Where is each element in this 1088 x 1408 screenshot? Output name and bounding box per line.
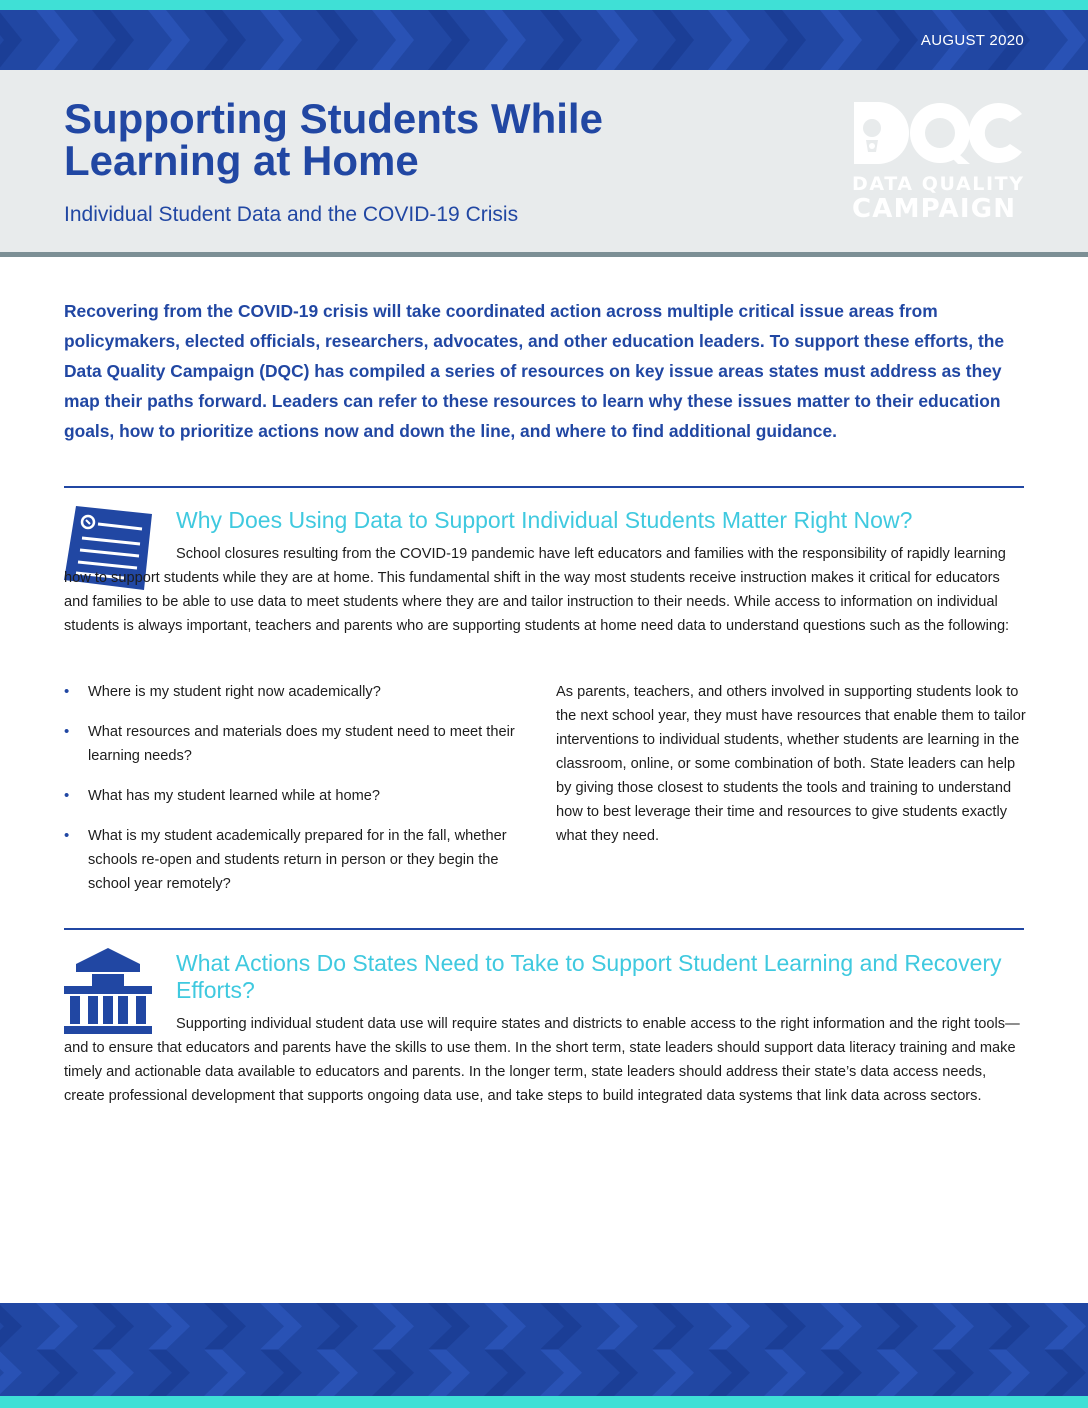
chevron-pattern [0, 1303, 1088, 1396]
chevron-shape [652, 1303, 694, 1350]
section-paragraph-text: Supporting individual student data use will require states and districts to enable access to the right information and the right tools—and to ensure that educators and parents have the skills to use them. In the short term, state leaders should support data literacy training and make timely and actionable data available to educators and parents. In the longer term, state leaders should address their state’s data access needs, create professional development that supports ongoing data use, and take steps to build integrated data systems that link data across sectors. [64, 1016, 1020, 1104]
chevron-shape [372, 1303, 414, 1350]
chevron-shape [820, 10, 862, 70]
page-title [64, 95, 724, 184]
intro-paragraph: Recovering from the COVID-19 crisis will take coordinated action across multiple critical issue areas from policymakers, elected officials, researchers, advocates, and other education leaders. To support these efforts, the Data Quality Campaign (DQC) has compiled a series of resources on key issue areas states must address as they map their paths forward. Leaders can refer to these resources to learn why these issues matter to their education goals, how to prioritize actions now and down the line, and where to find additional guidance. [64, 301, 1005, 441]
list-item: • What resources and materials does my student need to meet their learning needs? [64, 720, 534, 768]
chevron-shape [876, 1303, 918, 1350]
chevron-shape [92, 1303, 134, 1350]
chevron-shape [92, 1350, 134, 1397]
chevron-shape [540, 1303, 582, 1350]
chevron-shape [484, 1350, 526, 1397]
chevron-shape [596, 1350, 638, 1397]
chevron-shape [484, 1303, 526, 1350]
title-line-2: Learning at Home [64, 137, 419, 184]
chevron-shape [372, 10, 414, 70]
chevron-shape [820, 1350, 862, 1397]
chevron-shape [36, 10, 78, 70]
chevron-shape [1044, 10, 1086, 70]
chevron-shape [596, 1303, 638, 1350]
section-divider [64, 486, 1024, 488]
chevron-shape [540, 10, 582, 70]
chevron-shape [316, 1350, 358, 1397]
chevron-shape [988, 1303, 1030, 1350]
chevron-shape [988, 1350, 1030, 1397]
chevron-shape [316, 1303, 358, 1350]
chevron-shape [0, 1303, 22, 1350]
header-divider [0, 252, 1088, 257]
section-paragraph [64, 1012, 1024, 1108]
section-paragraph [64, 542, 1024, 638]
chevron-shape [764, 1350, 806, 1397]
chevron-shape [708, 1350, 750, 1397]
chevron-shape [148, 1303, 190, 1350]
chevron-shape [596, 10, 638, 70]
top-banner [0, 0, 1088, 70]
dqc-logo-mark [852, 100, 1024, 166]
publication-date: AUGUST 2020 [920, 32, 1024, 49]
chevron-shape [932, 1350, 974, 1397]
section-heading-why: Why Does Using Data to Support Individual Students Matter Right Now? [176, 507, 913, 533]
list-item: • Where is my student right now academically? [64, 680, 534, 704]
dqc-logo [852, 100, 1027, 224]
chevron-shape [764, 10, 806, 70]
chevron-shape [36, 1303, 78, 1350]
chevron-shape [764, 1303, 806, 1350]
chevron-shape [148, 1350, 190, 1397]
chevron-shape [204, 10, 246, 70]
page-subtitle: Individual Student Data and the COVID-19 Crisis [64, 203, 519, 226]
chevron-shape [932, 1303, 974, 1350]
chevron-shape [260, 10, 302, 70]
chevron-shape [92, 10, 134, 70]
chevron-shape [484, 10, 526, 70]
chevron-shape [260, 1350, 302, 1397]
logo-text-data-quality: DATA QUALITY [852, 173, 1025, 195]
section-divider [64, 928, 1024, 930]
chevron-shape [0, 10, 22, 70]
list-item: • What has my student learned while at home? [64, 784, 534, 808]
chevron-shape [876, 1350, 918, 1397]
chevron-shape [820, 1303, 862, 1350]
chevron-shape [1044, 1350, 1086, 1397]
chevron-shape [876, 10, 918, 70]
chevron-shape [204, 1350, 246, 1397]
chevron-shape [652, 10, 694, 70]
chevron-shape [428, 10, 470, 70]
chevron-shape [708, 10, 750, 70]
chevron-shape [372, 1350, 414, 1397]
logo-text-campaign: CAMPAIGN [852, 194, 1017, 224]
chevron-shape [652, 1350, 694, 1397]
chevron-shape [540, 1350, 582, 1397]
chevron-shape [316, 10, 358, 70]
chevron-shape [1044, 1303, 1086, 1350]
question-list [64, 680, 534, 912]
chevron-shape [0, 1350, 22, 1397]
chevron-shape [428, 1350, 470, 1397]
chevron-shape [204, 1303, 246, 1350]
section-heading-actions: What Actions Do States Need to Take to Support Student Learning and Recovery Efforts? [176, 950, 1002, 1003]
right-column-paragraph: As parents, teachers, and others involved in supporting students look to the next school year, they must have resources that enable them to tailor interventions to individual students, whether students are learning in the classroom, online, or some combination of both. State leaders can help by giving those closest to students the tools and training to understand how to best leverage their time and resources to give students exactly what they need. [556, 684, 1026, 844]
title-line-1: Supporting Students While [64, 95, 603, 142]
chevron-shape [428, 1303, 470, 1350]
chevron-shape [260, 1303, 302, 1350]
chevron-shape [708, 1303, 750, 1350]
chevron-shape [148, 10, 190, 70]
teal-stripe [0, 1396, 1088, 1408]
chevron-shape [36, 1350, 78, 1397]
section-paragraph-text: School closures resulting from the COVID-19 pandemic have left educators and families with the responsibility of rapidly learning how to support students while they are at home. This fundamental shift in the way most students receive instruction makes it critical for educators and families to be able to use data to meet students where they are and tailor instruction to their needs. While access to information on individual students is always important, teachers and parents who are supporting students at home need data to understand questions such as the following: [64, 546, 1010, 634]
list-item: • What is my student academically prepared for in the fall, whether schools re-open and students return in person or they begin the school year remotely? [64, 824, 534, 896]
bottom-banner [0, 1303, 1088, 1408]
